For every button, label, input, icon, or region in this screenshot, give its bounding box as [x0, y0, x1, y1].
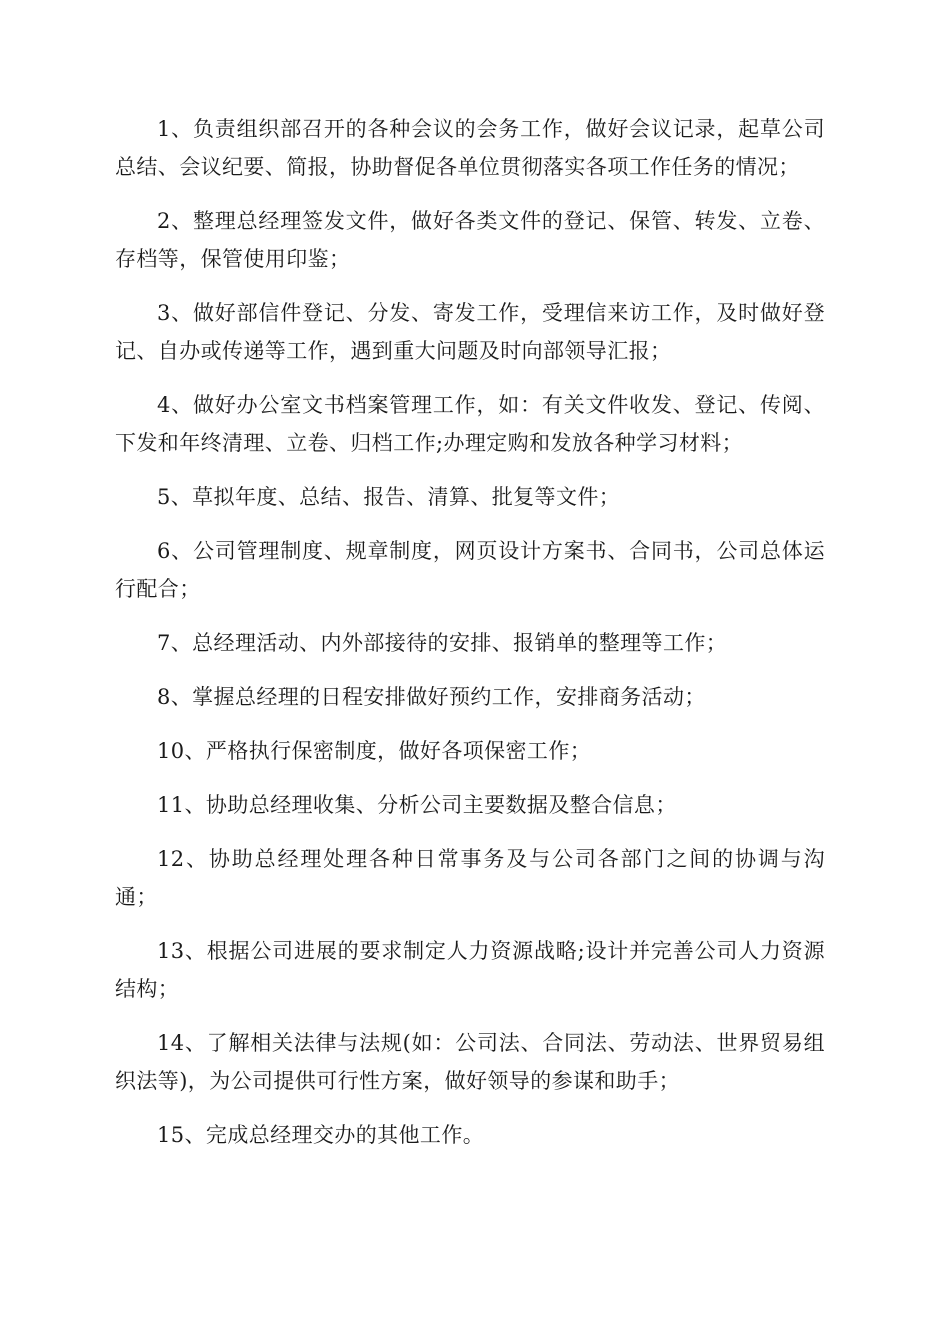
document-body	[115, 110, 825, 1170]
duty-item-6: 6、公司管理制度、规章制度，网页设计方案书、合同书，公司总体运行配合；	[115, 539, 825, 601]
duty-item-3: 3、做好部信件登记、分发、寄发工作，受理信来访工作，及时做好登记、自办或传递等工作，遇到重大问题及时向部领导汇报；	[115, 301, 825, 363]
duty-item-1: 1、负责组织部召开的各种会议的会务工作，做好会议记录，起草公司总结、会议纪要、简报，协助督促各单位贯彻落实各项工作任务的情况；	[115, 117, 825, 179]
duty-item-13: 13、根据公司进展的要求制定人力资源战略;设计并完善公司人力资源结构；	[115, 939, 825, 1001]
duty-item-8: 8、掌握总经理的日程安排做好预约工作，安排商务活动；	[157, 685, 706, 709]
duty-item-11: 11、协助总经理收集、分析公司主要数据及整合信息；	[157, 793, 677, 817]
duty-item-10: 10、严格执行保密制度，做好各项保密工作；	[157, 739, 592, 763]
duty-item-4: 4、做好办公室文书档案管理工作，如：有关文件收发、登记、传阅、下发和年终清理、立卷、归档工作;办理定购和发放各种学习材料；	[115, 393, 825, 455]
duty-item-2: 2、整理总经理签发文件，做好各类文件的登记、保管、转发、立卷、存档等，保管使用印鉴；	[115, 209, 825, 271]
duty-item-12: 12、协助总经理处理各种日常事务及与公司各部门之间的协调与沟通；	[115, 847, 825, 909]
duty-item-15: 15、完成总经理交办的其他工作。	[157, 1123, 485, 1147]
duty-item-14: 14、了解相关法律与法规(如：公司法、合同法、劳动法、世界贸易组织法等)，为公司提供可行性方案，做好领导的参谋和助手；	[115, 1031, 825, 1093]
duty-item-5: 5、草拟年度、总结、报告、清算、批复等文件；	[157, 485, 621, 509]
duty-item-7: 7、总经理活动、内外部接待的安排、报销单的整理等工作；	[157, 631, 728, 655]
